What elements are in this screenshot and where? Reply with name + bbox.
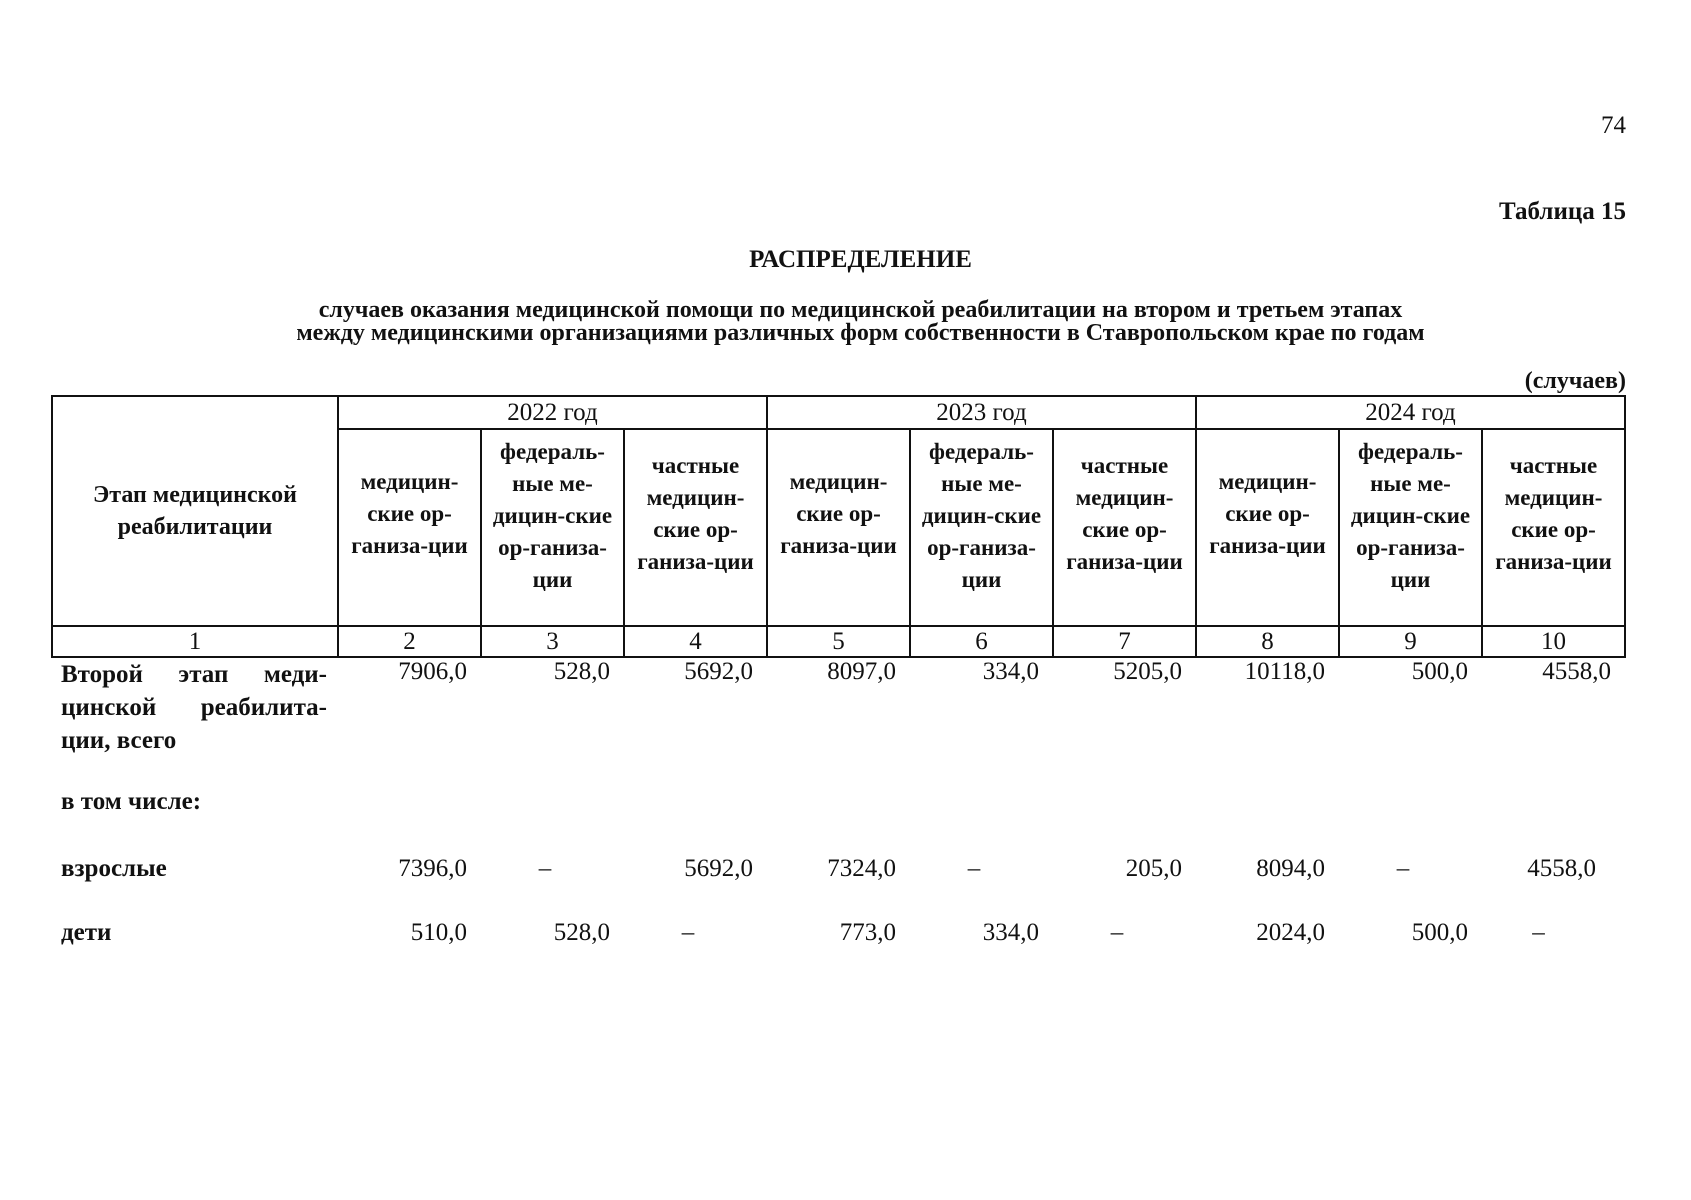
table-cell: 8097,0 xyxy=(827,658,896,685)
stage-column-header xyxy=(52,396,338,626)
subheader-private-text: частные медицин-ские ор-ганиза-ции xyxy=(1066,453,1183,574)
table-cell: – xyxy=(967,855,981,882)
table-cell: 500,0 xyxy=(1411,658,1468,685)
column-number: 2 xyxy=(338,626,481,657)
year-header-2024: 2024 год xyxy=(1196,396,1625,429)
table-cell: 528,0 xyxy=(553,919,610,946)
column-number: 10 xyxy=(1482,626,1625,657)
table-row-children xyxy=(51,919,1624,953)
document-title: РАСПРЕДЕЛЕНИЕ xyxy=(749,246,972,273)
subheader-federal-text: федераль-ные ме-дицин-ские ор-ганиза-ции xyxy=(921,439,1042,592)
column-number: 1 xyxy=(52,626,338,657)
column-number: 9 xyxy=(1339,626,1482,657)
row-label: Второй этап меди-цинской реабилита-ции, всего xyxy=(61,661,327,754)
table-cell: – xyxy=(538,855,552,882)
subheader-private-text: частные медицин-ские ор-ганиза-ции xyxy=(1495,453,1612,574)
subheader-federal-text: федераль-ные ме-дицин-ские ор-ганиза-ции xyxy=(492,439,613,592)
subheader-federal-text: федераль-ные ме-дицин-ские ор-ганиза-ции xyxy=(1350,439,1471,592)
subtitle-line-1: случаев оказания медицинской помощи по медицинской реабилитации на втором и третьем этапах xyxy=(318,297,1403,323)
table-cell: – xyxy=(681,919,695,946)
subheader-medical-text: медицин-ские ор-ганиза-ции xyxy=(1209,469,1326,558)
column-number: 8 xyxy=(1196,626,1339,657)
table-cell: – xyxy=(1110,919,1124,946)
table-cell: 334,0 xyxy=(982,919,1039,946)
column-number: 4 xyxy=(624,626,767,657)
table-cell: – xyxy=(1532,919,1545,946)
table-cell: 8094,0 xyxy=(1256,855,1325,882)
table-cell: 510,0 xyxy=(410,919,467,946)
subtitle-line-2: между медицинскими организациями различных форм собственности в Ставропольском крае по годам xyxy=(296,320,1425,346)
subheader-federal xyxy=(910,429,1053,626)
table-row-including xyxy=(51,788,1624,822)
subheader-medical xyxy=(338,429,481,626)
page-number: 74 xyxy=(1601,112,1626,139)
table-cell: 205,0 xyxy=(1125,855,1182,882)
table-cell: 334,0 xyxy=(982,658,1039,685)
column-number: 6 xyxy=(910,626,1053,657)
table-cell: 10118,0 xyxy=(1244,658,1325,685)
table-cell: 500,0 xyxy=(1411,919,1468,946)
column-number: 5 xyxy=(767,626,910,657)
year-header-2023: 2023 год xyxy=(767,396,1196,429)
subheader-medical-text: медицин-ские ор-ганиза-ции xyxy=(351,469,468,558)
subheader-private xyxy=(1053,429,1196,626)
year-header-2022: 2022 год xyxy=(338,396,767,429)
row-label: взрослые xyxy=(61,855,167,882)
stage-header-text: Этап медицинской реабилитации xyxy=(93,482,297,540)
table-cell: 5692,0 xyxy=(684,658,753,685)
table-row-adults xyxy=(51,855,1624,889)
row-label: дети xyxy=(61,919,112,946)
table-cell: 7324,0 xyxy=(827,855,896,882)
unit-label: (случаев) xyxy=(1524,368,1626,394)
subheader-private xyxy=(624,429,767,626)
subheader-medical xyxy=(767,429,910,626)
subheader-medical xyxy=(1196,429,1339,626)
table-cell: 7906,0 xyxy=(398,658,467,685)
table-cell: 528,0 xyxy=(553,658,610,685)
table-row-stage2-total xyxy=(51,658,1624,754)
column-number: 7 xyxy=(1053,626,1196,657)
distribution-table-header xyxy=(51,395,1626,658)
table-cell: 7396,0 xyxy=(398,855,467,882)
table-label: Таблица 15 xyxy=(1498,198,1626,225)
table-cell: 4558,0 xyxy=(1527,855,1596,882)
table-cell: – xyxy=(1396,855,1410,882)
table-cell: 773,0 xyxy=(839,919,896,946)
column-number: 3 xyxy=(481,626,624,657)
subheader-private-text: частные медицин-ские ор-ганиза-ции xyxy=(637,453,754,574)
subheader-federal xyxy=(1339,429,1482,626)
table-cell: 5205,0 xyxy=(1113,658,1182,685)
subheader-medical-text: медицин-ские ор-ганиза-ции xyxy=(780,469,897,558)
subheader-private xyxy=(1482,429,1625,626)
subheader-federal xyxy=(481,429,624,626)
table-cell: 5692,0 xyxy=(684,855,753,882)
table-cell: 4558,0 xyxy=(1542,658,1611,685)
table-cell: 2024,0 xyxy=(1256,919,1325,946)
row-label: в том числе: xyxy=(61,788,202,815)
